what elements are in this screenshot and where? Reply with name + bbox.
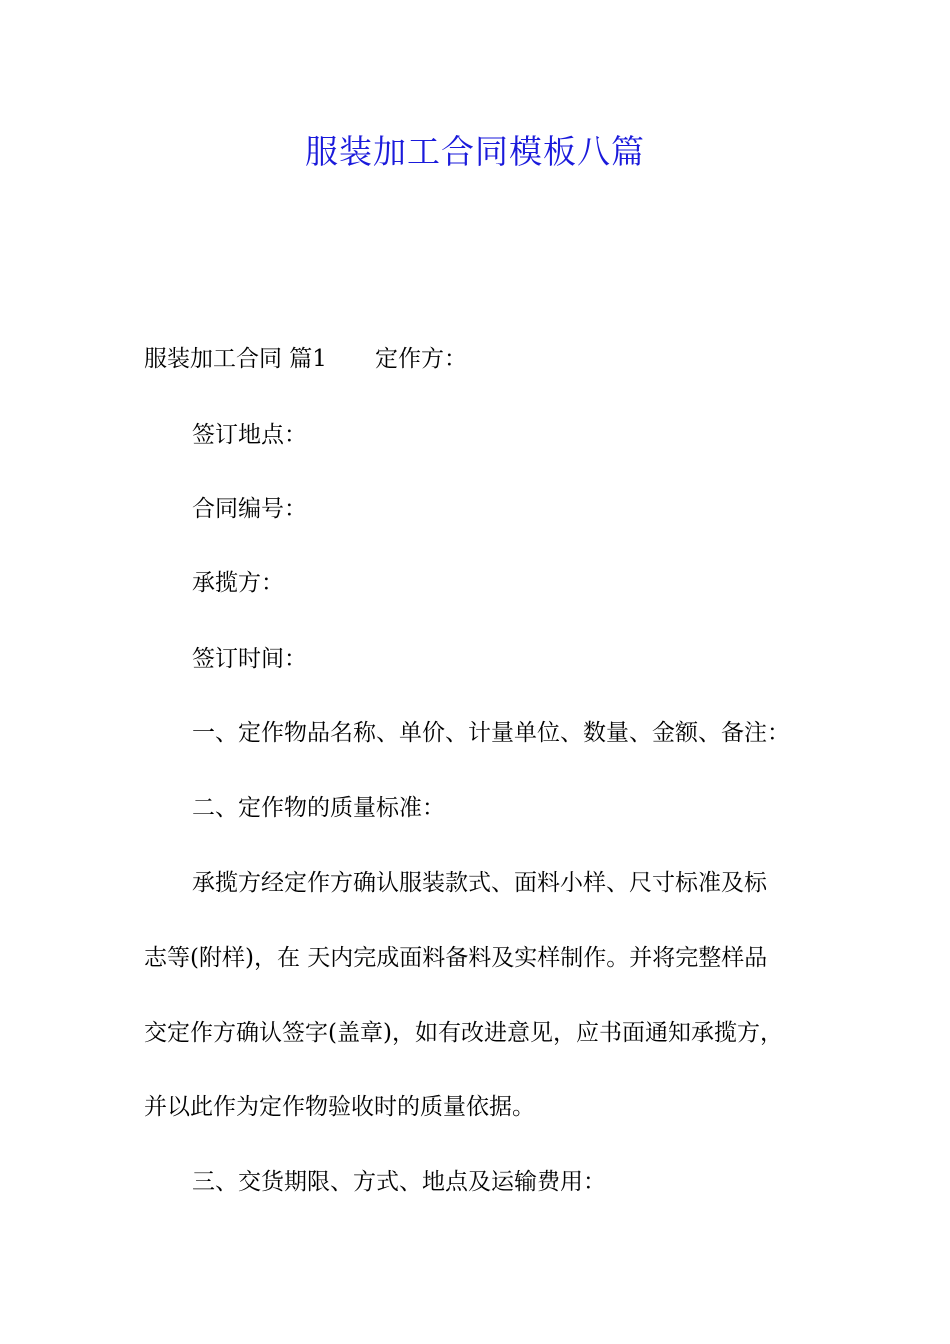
signing-place-field: 签订地点： [192,422,307,448]
clause-2-body-line: 志等(附样)，在 天内完成面料备料及实样制作。并将完整样品 [144,945,768,971]
clause-2-body-line: 并以此作为定作物验收时的质量依据。 [144,1094,535,1120]
contract-number-field: 合同编号： [192,496,307,522]
section-label: 服装加工合同 篇1 [144,346,327,372]
contract-header-line [144,343,467,375]
clause-3-heading: 三、交货期限、方式、地点及运输费用： [192,1169,606,1195]
clause-2-body-line: 承揽方经定作方确认服装款式、面料小样、尺寸标准及标 [192,870,767,896]
contractor-party-field: 承揽方： [192,570,284,596]
clause-2-body-line: 交定作方确认签字(盖章)，如有改进意见，应书面通知承揽方， [144,1020,783,1046]
commissioning-party-field: 定作方： [374,346,467,372]
clause-2-heading: 二、定作物的质量标准： [192,795,445,821]
signing-time-field: 签订时间： [192,646,307,672]
page-title: 服装加工合同模板八篇 [305,132,645,171]
clause-1-heading: 一、定作物品名称、单价、计量单位、数量、金额、备注： [192,720,790,746]
